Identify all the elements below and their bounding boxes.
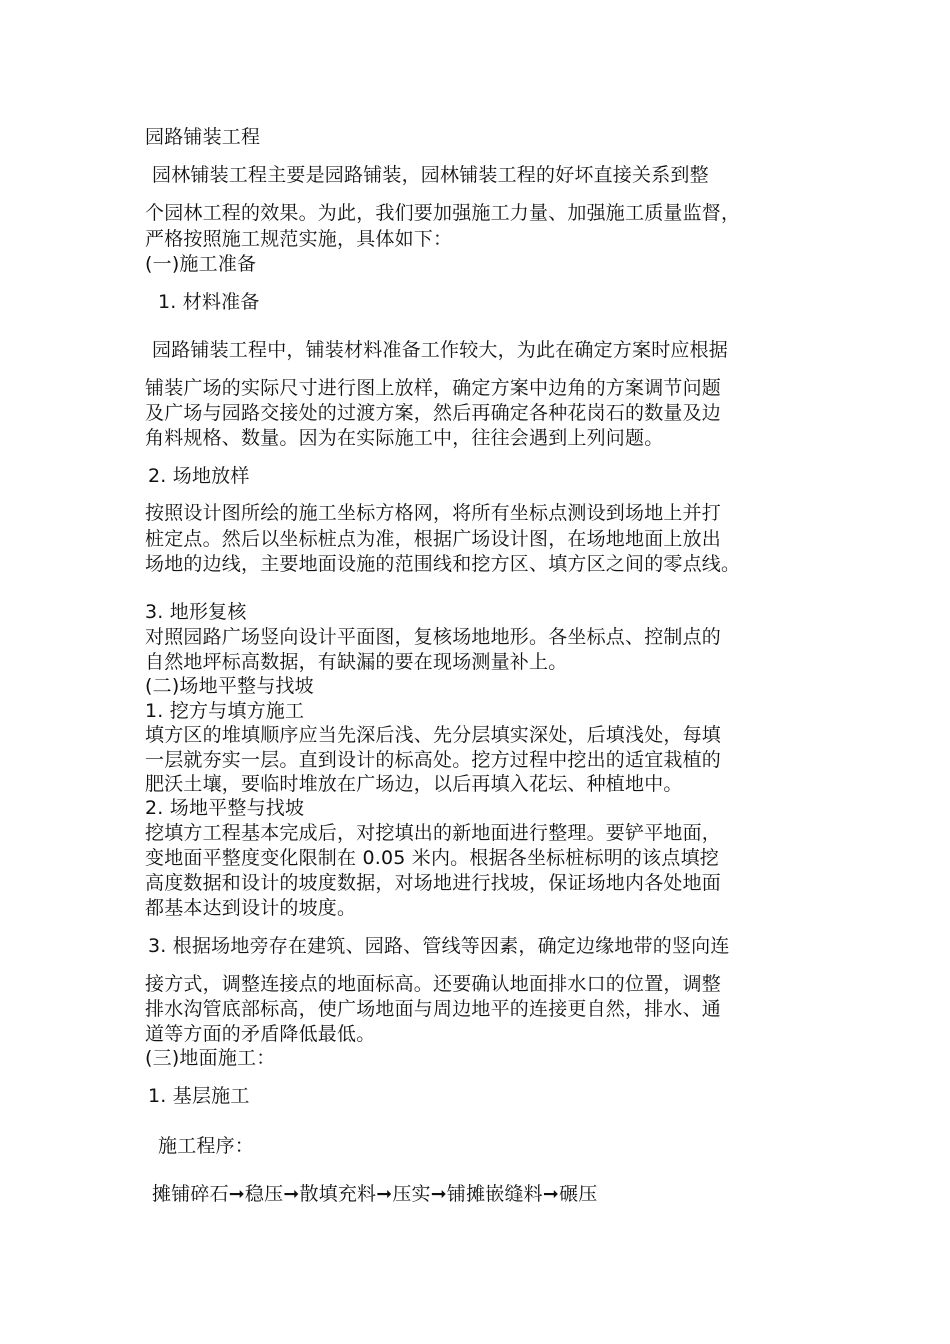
section1-item1-heading: 1. 材料准备 [158, 291, 260, 313]
section2-item2-line-3: 高度数据和设计的坡度数据，对场地进行找坡，保证场地内各处地面 [145, 872, 722, 894]
intro-line-1: 园林铺装工程主要是园路铺装，园林铺装工程的好坏直接关系到整 [152, 164, 709, 186]
section2-item3-line-2: 接方式，调整连接点的地面标高。还要确认地面排水口的位置，调整 [145, 973, 722, 995]
section1-item2-line-1: 按照设计图所绘的施工坐标方格网，将所有坐标点测设到场地上并打 [145, 502, 722, 524]
section3-heading: (三)地面施工： [145, 1047, 276, 1069]
section1-item3-line-2: 自然地坪标高数据，有缺漏的要在现场测量补上。 [145, 651, 568, 673]
intro-line-2: 个园林工程的效果。为此，我们要加强施工力量、加强施工质量监督， [145, 202, 741, 224]
section2-item2-line-4: 都基本达到设计的坡度。 [145, 897, 357, 919]
section2-item2-line-2: 变地面平整度变化限制在 0.05 米内。根据各坐标桩标明的该点填挖 [145, 847, 719, 869]
section2-item2-heading: 2. 场地平整与找坡 [145, 797, 305, 819]
section1-item1-line-2: 铺装广场的实际尺寸进行图上放样，确定方案中边角的方案调节问题 [145, 377, 722, 399]
section1-item1-line-1: 园路铺装工程中，铺装材料准备工作较大，为此在确定方案时应根据 [152, 339, 729, 361]
section1-item2-heading: 2. 场地放样 [148, 465, 250, 487]
section1-item2-line-3: 场地的边线，主要地面设施的范围线和挖方区、填方区之间的零点线。 [145, 553, 741, 575]
section3-procedure-label: 施工程序： [158, 1135, 255, 1157]
section3-item1-heading: 1. 基层施工 [148, 1085, 250, 1107]
section2-item3-line-4: 道等方面的矛盾降低最低。 [145, 1023, 376, 1045]
section2-item1-line-1: 填方区的堆填顺序应当先深后浅、先分层填实深处，后填浅处，每填 [145, 724, 722, 746]
section2-item1-line-2: 一层就夯实一层。直到设计的标高处。挖方过程中挖出的适宜栽植的 [145, 749, 722, 771]
section2-item1-line-3: 肥沃土壤，要临时堆放在广场边，以后再填入花坛、种植地中。 [145, 773, 683, 795]
section1-item1-line-3: 及广场与园路交接处的过渡方案，然后再确定各种花岗石的数量及边 [145, 402, 722, 424]
section1-item2-line-2: 桩定点。然后以坐标桩点为准，根据广场设计图，在场地地面上放出 [145, 528, 722, 550]
section2-item3-line-1: 3. 根据场地旁存在建筑、园路、管线等因素，确定边缘地带的竖向连 [148, 935, 730, 957]
section2-item3-line-3: 排水沟管底部标高，使广场地面与周边地平的连接更自然，排水、通 [145, 998, 722, 1020]
section2-heading: (二)场地平整与找坡 [145, 675, 314, 697]
section2-item2-line-1: 挖填方工程基本完成后，对挖填出的新地面进行整理。要铲平地面， [145, 822, 722, 844]
document-title: 园路铺装工程 [145, 126, 261, 148]
section3-procedure-steps: 摊铺碎石➞稳压➞散填充料➞压实➞铺摊嵌缝料➞碾压 [152, 1183, 598, 1205]
section1-item3-line-1: 对照园路广场竖向设计平面图，复核场地地形。各坐标点、控制点的 [145, 626, 722, 648]
section2-item1-heading: 1. 挖方与填方施工 [145, 700, 305, 722]
section1-item1-line-4: 角料规格、数量。因为在实际施工中，往往会遇到上列问题。 [145, 427, 664, 449]
intro-line-3: 严格按照施工规范实施，具体如下： [145, 228, 453, 250]
section1-heading: (一)施工准备 [145, 253, 257, 275]
section1-item3-heading: 3. 地形复核 [145, 601, 247, 623]
